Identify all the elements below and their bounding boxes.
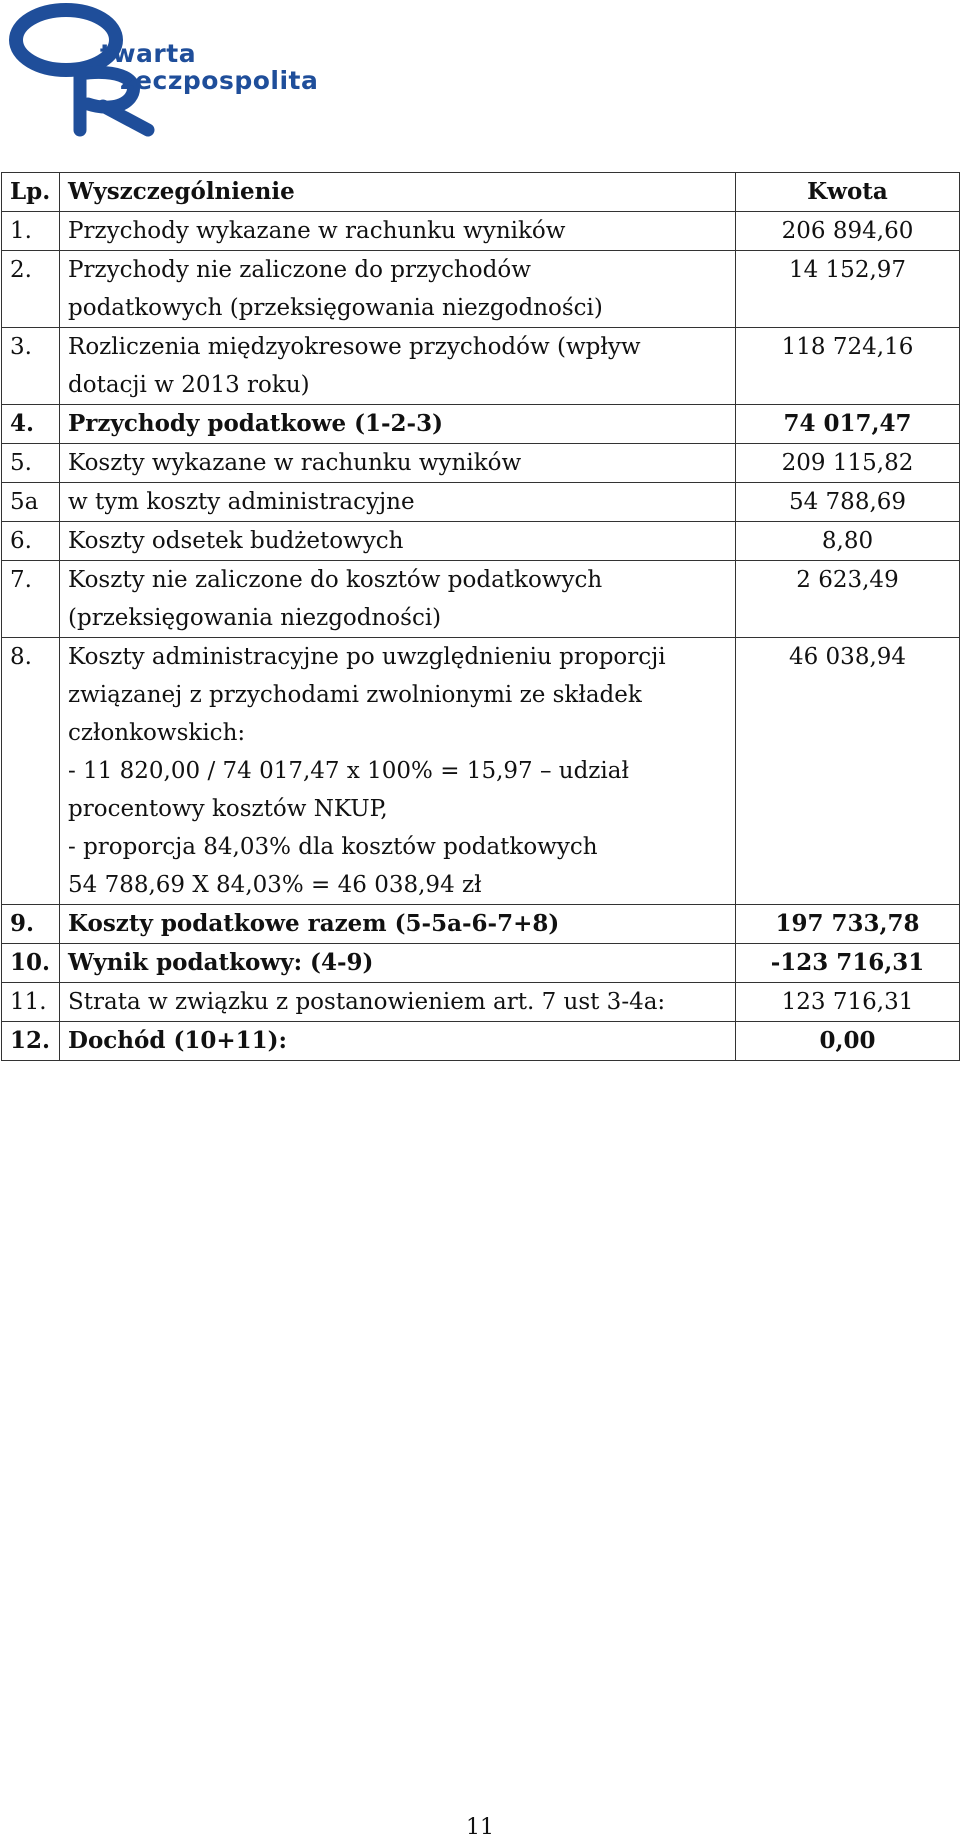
description-line: procentowy kosztów NKUP, xyxy=(68,796,388,822)
row-number: 10. xyxy=(2,944,60,983)
description-line: Koszty nie zaliczone do kosztów podatkowych xyxy=(68,567,603,593)
row-number: 7. xyxy=(2,561,60,638)
logo-text-line2: zeczpospolita xyxy=(120,66,319,95)
row-description xyxy=(60,944,736,983)
row-number: 2. xyxy=(2,251,60,328)
row-description xyxy=(60,561,736,638)
row-amount: 54 788,69 xyxy=(736,483,960,522)
table-header-row xyxy=(2,173,960,212)
description-line: Koszty administracyjne po uwzględnieniu proporcji xyxy=(68,644,666,670)
description-line: członkowskich: xyxy=(68,720,246,746)
row-description xyxy=(60,983,736,1022)
row-number: 3. xyxy=(2,328,60,405)
row-amount: 206 894,60 xyxy=(736,212,960,251)
table-row xyxy=(2,944,960,983)
table-row xyxy=(2,638,960,905)
logo-text-line1: twarta xyxy=(100,39,197,68)
row-amount: -123 716,31 xyxy=(736,944,960,983)
description-line: Przychody wykazane w rachunku wyników xyxy=(68,218,566,244)
row-description xyxy=(60,1022,736,1061)
row-number: 6. xyxy=(2,522,60,561)
row-description xyxy=(60,212,736,251)
row-description xyxy=(60,444,736,483)
row-number: 5a xyxy=(2,483,60,522)
row-amount: 46 038,94 xyxy=(736,638,960,905)
row-amount: 123 716,31 xyxy=(736,983,960,1022)
description-line: Strata w związku z postanowieniem art. 7 ust 3-4a: xyxy=(68,989,666,1015)
row-number: 4. xyxy=(2,405,60,444)
description-line: (przeksięgowania niezgodności) xyxy=(68,605,442,631)
row-amount: 197 733,78 xyxy=(736,905,960,944)
description-line: Koszty podatkowe razem (5-5a-6-7+8) xyxy=(68,910,560,937)
logo xyxy=(8,2,448,137)
description-line: Rozliczenia międzyokresowe przychodów (wpływ xyxy=(68,334,641,360)
description-line: - 11 820,00 / 74 017,47 x 100% = 15,97 – udział xyxy=(68,758,629,784)
description-line: podatkowych (przeksięgowania niezgodności) xyxy=(68,295,603,321)
row-number: 5. xyxy=(2,444,60,483)
table-row xyxy=(2,561,960,638)
row-amount: 2 623,49 xyxy=(736,561,960,638)
description-line: w tym koszty administracyjne xyxy=(68,489,415,515)
table-row xyxy=(2,251,960,328)
row-amount: 209 115,82 xyxy=(736,444,960,483)
description-line: Dochód (10+11): xyxy=(68,1027,287,1054)
header-description: Wyszczególnienie xyxy=(60,173,736,212)
description-line: Koszty wykazane w rachunku wyników xyxy=(68,450,522,476)
table-row xyxy=(2,405,960,444)
description-line: Koszty odsetek budżetowych xyxy=(68,528,404,554)
description-line: Przychody podatkowe (1-2-3) xyxy=(68,410,443,437)
table-row xyxy=(2,328,960,405)
table-row xyxy=(2,483,960,522)
row-amount: 74 017,47 xyxy=(736,405,960,444)
row-amount: 14 152,97 xyxy=(736,251,960,328)
row-description xyxy=(60,905,736,944)
table-row xyxy=(2,905,960,944)
description-line: dotacji w 2013 roku) xyxy=(68,372,310,398)
table-row xyxy=(2,983,960,1022)
row-number: 8. xyxy=(2,638,60,905)
table-row xyxy=(2,1022,960,1061)
row-number: 1. xyxy=(2,212,60,251)
row-description xyxy=(60,328,736,405)
header-amount: Kwota xyxy=(736,173,960,212)
description-line: Wynik podatkowy: (4-9) xyxy=(68,949,374,976)
row-number: 12. xyxy=(2,1022,60,1061)
description-line: związanej z przychodami zwolnionymi ze składek xyxy=(68,682,642,708)
row-description xyxy=(60,638,736,905)
financial-table xyxy=(1,172,960,1061)
row-description xyxy=(60,483,736,522)
row-amount: 0,00 xyxy=(736,1022,960,1061)
description-line: 54 788,69 X 84,03% = 46 038,94 zł xyxy=(68,872,482,898)
page-number: 11 xyxy=(466,1815,494,1840)
row-description xyxy=(60,405,736,444)
row-amount: 8,80 xyxy=(736,522,960,561)
row-description xyxy=(60,251,736,328)
table-row xyxy=(2,444,960,483)
description-line: - proporcja 84,03% dla kosztów podatkowych xyxy=(68,834,598,860)
row-number: 9. xyxy=(2,905,60,944)
row-description xyxy=(60,522,736,561)
description-line: Przychody nie zaliczone do przychodów xyxy=(68,257,531,283)
header-lp: Lp. xyxy=(2,173,60,212)
table-row xyxy=(2,522,960,561)
row-number: 11. xyxy=(2,983,60,1022)
row-amount: 118 724,16 xyxy=(736,328,960,405)
table-row xyxy=(2,212,960,251)
